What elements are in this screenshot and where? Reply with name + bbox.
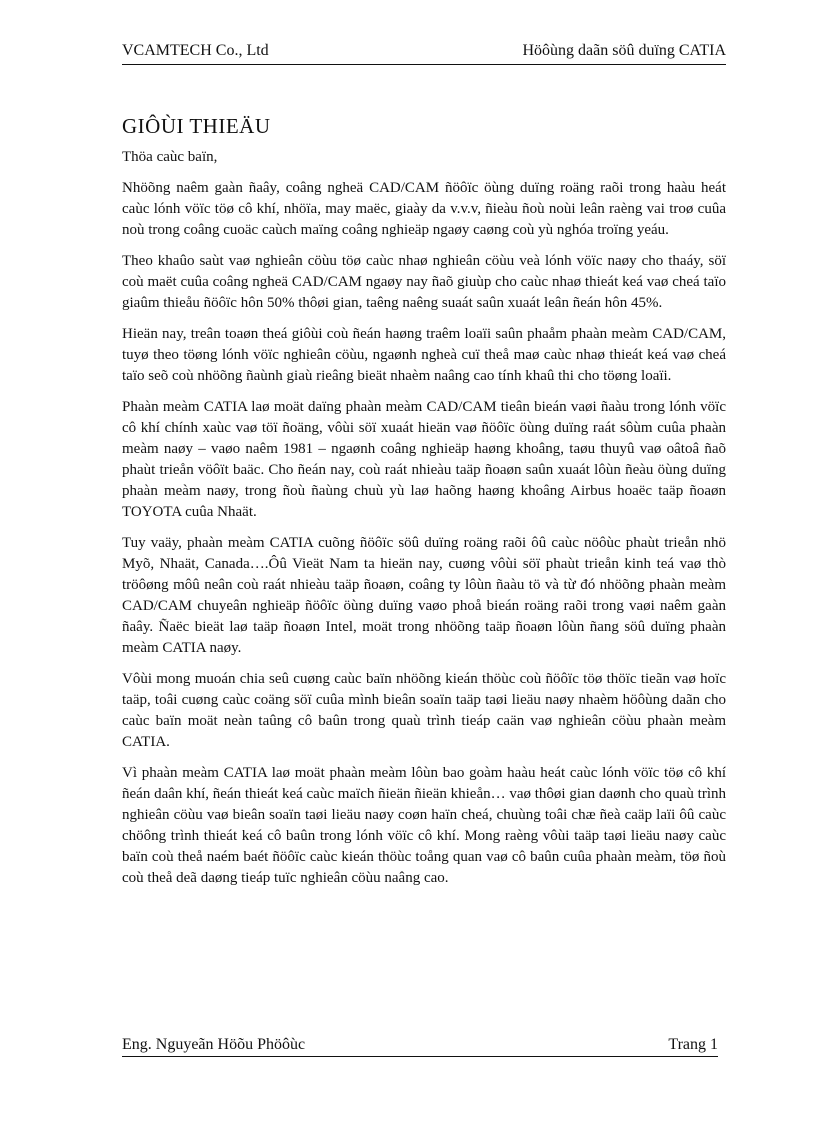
page-footer: [122, 1036, 718, 1057]
paragraph: Tuy vaäy, phaàn meàm CATIA cuõng ñöôïc söû duïng roäng raõi ôû caùc nöôùc phaùt trieån nhö Myõ, Nhaät, Canada….Ôû Vieät Nam ta hieän nay, cuøng vôùi söï phaùt trieån kinh teá vaø thò tröôøng môû neân coù raát nhieàu taäp ñoaøn, coâng ty lôùn ñaàu tö và từ đó nhöõng phaàn meàm CAD/CAM chuyeân nghieäp ñöôïc öùng duïng vaøo phoå bieán roäng raõi trong vaøi naêm gaàn ñaây. Ñaëc bieät laø taäp ñoaøn Intel, moät trong nhöõng taäp ñoaøn lôùn ñang söû duïng phaàn meàm CATIA naøy.: [122, 535, 726, 656]
paragraph: Vôùi mong muoán chia seû cuøng caùc baïn nhöõng kieán thöùc coù ñöôïc töø thöïc tieãn vaø hoïc taäp, toâi cuøng caùc coäng söï cuûa mình bieân soaïn taäp taøi lieäu naøy nhaèm höôùng daãn cho caùc baïn moät neàn taûng cô baûn trong quaù trình tieáp caän vaø nghieân cöùu phaàn meàm CATIA.: [122, 671, 726, 750]
document-body: [122, 147, 726, 899]
greeting: Thöa caùc baïn,: [122, 149, 218, 165]
paragraph: Theo khaûo saùt vaø nghieân cöùu töø caùc nhaø nghieân cöùu veà lónh vöïc naøy cho thaáy, söï coù maët cuûa coâng ngheä CAD/CAM ngaøy nay ñaõ giuùp cho caùc nhaø thieát keá vaø cheá taïo giaûm thieåu ñöôïc hôn 50% thôøi gian, taêng naêng suaát saûn xuaát leân ñeán hôn 45%.: [122, 253, 726, 311]
page-header: [122, 42, 726, 65]
paragraph: Phaàn meàm CATIA laø moät daïng phaàn meàm CAD/CAM tieân bieán vaøi ñaàu trong lónh vöïc cô khí chính xaùc vaø töï ñoäng, vôùi söï xuaát hieän vaø ñöôïc öùng duïng raát sôùm cuûa phaàn meàm naøy – vaøo naêm 1981 – ngaønh coâng nghieäp haøng khoâng, taøu thuyû vaø oâtoâ ñaõ phaùt trieån vöôït baäc. Cho ñeán nay, coù raát nhieàu taäp ñoaøn saûn xuaát lôùn ñeàu öùng duïng phaàn meàm naøy, trong ñoù ñaùng chuù yù laø haõng haøng khoâng Airbus hoaëc taäp ñoaøn TOYOTA cuûa Nhaät.: [122, 399, 726, 520]
section-title: GIÔÙI THIEÄU: [122, 114, 271, 138]
footer-author: Eng. Nguyeãn Höõu Phöôùc: [122, 1036, 306, 1053]
page-number: Trang 1: [668, 1036, 718, 1053]
paragraph: Vì phaàn meàm CATIA laø moät phaàn meàm lôùn bao goàm haàu heát caùc lónh vöïc töø cô khí ñeán daân khí, ñeán thieát keá caùc maïch ñieän ñieän khieån… vaø thôøi gian daønh cho quaù trình nghieân cöùu vaø bieân soaïn taøi lieäu naøy coøn haïn cheá, chuùng toâi chæ ñeà caäp laïi ôû caùc chöông trình thieát keá cô baûn trong lónh vöïc cô khí. Mong raèng vôùi taäp taøi lieäu naøy caùc baïn coù theå naém baét ñöôïc caùc kieán thöùc toång quan vaø cô baûn cuûa phaàn meàm, töø ñoù coù theå deã daøng tieáp tuïc nghieân cöùu naâng cao.: [122, 765, 726, 886]
header-company: VCAMTECH Co., Ltd: [122, 42, 269, 59]
paragraph: Hieän nay, treân toaøn theá giôùi coù ñeán haøng traêm loaïi saûn phaåm phaàn meàm CAD/CAM, tuyø theo töøng lónh vöïc nghieân cöùu, ngaønh ngheà cuï theå maø caùc nhaø thieát keá vaø cheá taïo seõ coù nhöõng ñaùnh giaù rieâng bieät nhaèm naâng cao tính khaû thi cho töøng loaïi.: [122, 326, 726, 384]
header-doc-title: Höôùng daãn söû duïng CATIA: [522, 42, 726, 59]
paragraph: Nhöõng naêm gaàn ñaây, coâng ngheä CAD/CAM ñöôïc öùng duïng roäng raõi trong haàu heát caùc lónh vöïc töø cô khí, nhöïa, may maëc, giaày da v.v.v, ñieàu ñoù noùi leân raèng vai troø cuûa noù trong coâng cuoäc caùch maïng coâng nghieäp ngaøy caøng coù yù nghóa troïng yeáu.: [122, 180, 726, 238]
